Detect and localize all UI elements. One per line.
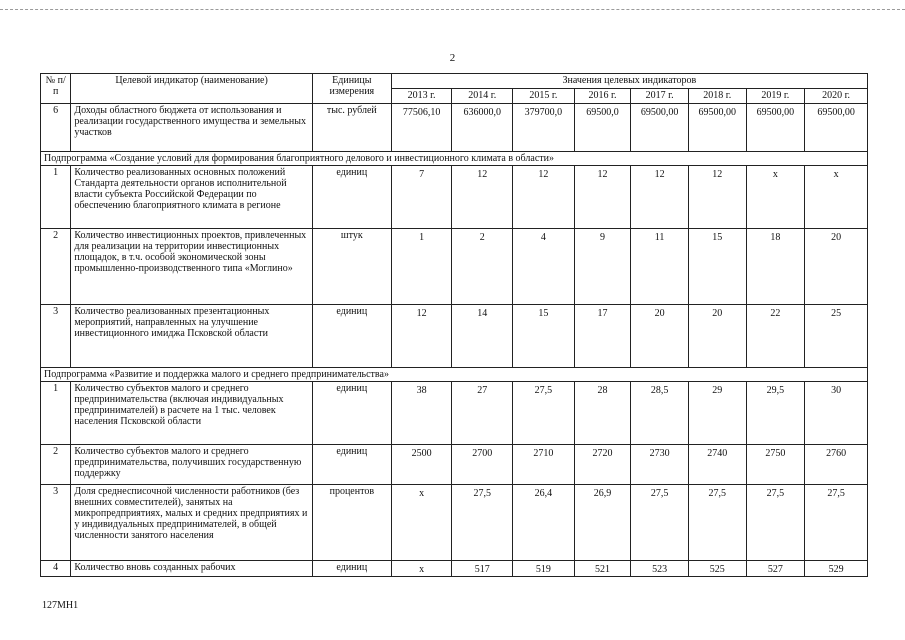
row-value: х [746,166,805,229]
row-unit: штук [312,229,391,305]
row-indicator-name: Доля среднесписочной численности работников (без внешних совместителей), занятых на микропредприятиях, малых и средних предприятиях и у индивидуальных предпринимателей, в общей численности занятого населения [71,485,313,561]
target-indicators-table [40,73,868,577]
row-value: х [391,485,452,561]
header-indicator: Целевой индикатор (наименование) [71,74,313,104]
table-row [41,561,868,577]
row-value: 15 [513,305,575,368]
row-unit: единиц [312,166,391,229]
row-value: 2730 [631,445,689,485]
row-num: 2 [41,229,71,305]
table-row [41,445,868,485]
row-value: 527 [746,561,805,577]
row-value: 20 [805,229,868,305]
row-value: 77506,10 [391,104,452,152]
row-value: 2500 [391,445,452,485]
row-value: 28,5 [631,382,689,445]
row-value: 2740 [688,445,746,485]
row-value: 2760 [805,445,868,485]
row-value: 18 [746,229,805,305]
header-year: 2017 г. [631,89,689,104]
row-indicator-name: Доходы областного бюджета от использования и реализации государственного имущества и земельных участков [71,104,313,152]
document-code: 127МН1 [42,600,79,611]
header-values-group: Значения целевых индикаторов [391,74,867,89]
row-value: 17 [574,305,631,368]
header-num: № п/п [41,74,71,104]
row-indicator-name: Количество инвестиционных проектов, привлеченных для реализации на территории инвестиционных площадок, в т.ч. особой экономической зоны промышленно-производственного типа «Моглино» [71,229,313,305]
row-num: 3 [41,305,71,368]
row-num: 6 [41,104,71,152]
row-num: 3 [41,485,71,561]
table-row [41,305,868,368]
row-value: 14 [452,305,513,368]
section-header [41,152,868,166]
row-value: 69500,00 [688,104,746,152]
header-year: 2014 г. [452,89,513,104]
row-value: 2710 [513,445,575,485]
header-year: 2018 г. [688,89,746,104]
row-value: 2700 [452,445,513,485]
table-row [41,382,868,445]
row-value: 69500,00 [746,104,805,152]
row-value: 7 [391,166,452,229]
row-value: 69500,0 [574,104,631,152]
row-value: 517 [452,561,513,577]
row-value: 20 [688,305,746,368]
header-year: 2020 г. [805,89,868,104]
row-unit: единиц [312,305,391,368]
row-value: 521 [574,561,631,577]
table-row [41,166,868,229]
row-value: 26,9 [574,485,631,561]
table-row [41,104,868,152]
row-value: 29,5 [746,382,805,445]
row-value: 69500,00 [631,104,689,152]
row-value: 12 [452,166,513,229]
row-unit: процентов [312,485,391,561]
row-value: 27 [452,382,513,445]
row-num: 4 [41,561,71,577]
row-unit: единиц [312,445,391,485]
row-num: 1 [41,382,71,445]
row-value: 4 [513,229,575,305]
row-value: 11 [631,229,689,305]
row-indicator-name: Количество вновь созданных рабочих [71,561,313,577]
row-value: х [805,166,868,229]
row-value: 1 [391,229,452,305]
row-value: 26,4 [513,485,575,561]
row-indicator-name: Количество субъектов малого и среднего предпринимательства (включая индивидуальных предпринимателей) в расчете на 1 тыс. человек населения Псковской области [71,382,313,445]
row-unit: единиц [312,382,391,445]
section-title: Подпрограмма «Создание условий для формирования благоприятного делового и инвестиционного климата в области» [41,152,868,166]
row-value: 12 [391,305,452,368]
page-number: 2 [449,52,456,64]
row-num: 2 [41,445,71,485]
row-value: 38 [391,382,452,445]
row-value: 69500,00 [805,104,868,152]
row-value: 12 [574,166,631,229]
row-unit: тыс. рублей [312,104,391,152]
row-value: 2750 [746,445,805,485]
row-value: х [391,561,452,577]
row-indicator-name: Количество реализованных презентационных мероприятий, направленных на улучшение инвестиционного имиджа Псковской области [71,305,313,368]
table-row [41,229,868,305]
row-value: 30 [805,382,868,445]
header-unit: Единицы измерения [312,74,391,104]
row-value: 20 [631,305,689,368]
row-value: 2 [452,229,513,305]
row-value: 379700,0 [513,104,575,152]
row-indicator-name: Количество субъектов малого и среднего предпринимательства, получивших государственную поддержку [71,445,313,485]
row-value: 519 [513,561,575,577]
row-value: 12 [688,166,746,229]
row-value: 25 [805,305,868,368]
row-value: 636000,0 [452,104,513,152]
row-value: 28 [574,382,631,445]
row-value: 22 [746,305,805,368]
row-value: 12 [631,166,689,229]
row-value: 27,5 [688,485,746,561]
section-header [41,368,868,382]
section-title: Подпрограмма «Развитие и поддержка малого и среднего предпринимательства» [41,368,868,382]
row-value: 529 [805,561,868,577]
header-year: 2013 г. [391,89,452,104]
row-value: 525 [688,561,746,577]
row-value: 9 [574,229,631,305]
row-value: 12 [513,166,575,229]
header-year: 2016 г. [574,89,631,104]
header-year: 2015 г. [513,89,575,104]
row-value: 29 [688,382,746,445]
row-value: 27,5 [513,382,575,445]
row-value: 27,5 [452,485,513,561]
row-value: 27,5 [631,485,689,561]
table-row [41,485,868,561]
row-num: 1 [41,166,71,229]
row-value: 523 [631,561,689,577]
row-value: 2720 [574,445,631,485]
header-year: 2019 г. [746,89,805,104]
scan-edge-line [0,9,905,10]
row-value: 15 [688,229,746,305]
row-value: 27,5 [746,485,805,561]
row-value: 27,5 [805,485,868,561]
row-unit: единиц [312,561,391,577]
row-indicator-name: Количество реализованных основных положений Стандарта деятельности органов исполнительной власти субъекта Российской Федерации по обеспечению благоприятного климата в регионе [71,166,313,229]
